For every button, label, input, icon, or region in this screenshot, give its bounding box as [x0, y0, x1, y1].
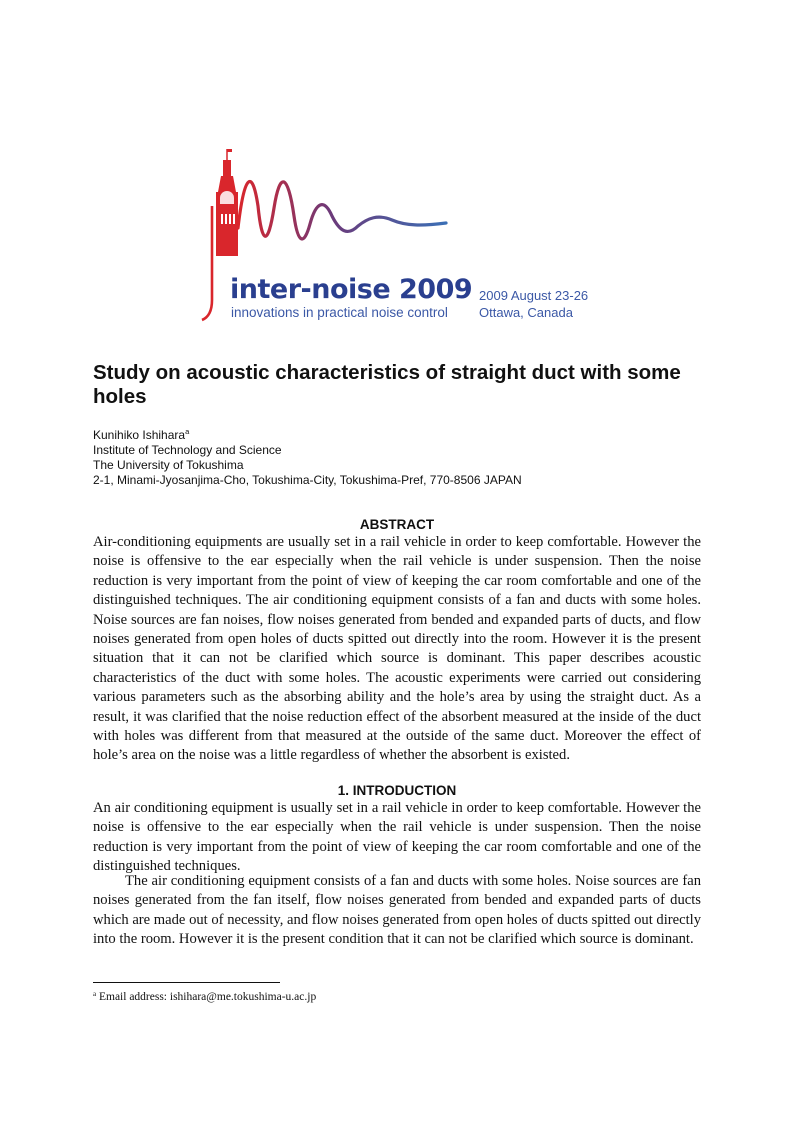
- introduction-paragraph-1: An air conditioning equipment is usually set in a rail vehicle in order to keep comfortable. However the noise is offensive to the ear especially when the rail vehicle is under suspension. Then the noise reduction is very important from the point of view of keeping the car room comfortable and one of the distinguished techniques.: [93, 800, 701, 875]
- abstract-heading: ABSTRACT: [359, 517, 435, 532]
- author-line: [93, 428, 703, 443]
- affiliation-university: The University of Tokushima: [93, 458, 244, 472]
- affiliation-institute: Institute of Technology and Science: [93, 443, 282, 457]
- conference-name: inter-noise 2009: [230, 274, 473, 305]
- introduction-paragraph-2: The air conditioning equipment consists of a fan and ducts with some holes. Noise sources are fan noises generated from the fan itself, flow noises generated from bended and expanded parts of ducts which are made out of necessity, and flow noises generated from open holes of ducts spitted out directly into the room. However it is the present condition that it can not be clarified which source is dominant.: [93, 873, 701, 948]
- footnote-email: Email address: ishihara@me.tokushima-u.ac.jp: [98, 991, 317, 1003]
- paper-title: Study on acoustic characteristics of straight duct with some holes: [93, 361, 681, 408]
- conference-location: Ottawa, Canada: [479, 305, 573, 320]
- footnote-marker: a: [93, 990, 97, 998]
- abstract-text: Air-conditioning equipments are usually set in a rail vehicle in order to keep comfortable. However the noise is offensive to the ear especially when the rail vehicle is under suspension. Then the noise reduction is very important from the point of view of keeping the car room comfortable and one of the distinguished techniques. The air conditioning equipment consists of a fan and ducts with some holes. Noise sources are fan noises, flow noises generated from bended and expanded parts of ducts, and flow noises generated from open holes of ducts spitted out directly into the room. However it is the present situation that it can not be clarified which source is dominant. This paper describes acoustic characteristics of the duct with some holes. The acoustic experiments were carried out considering various parameters such as the absorbing ability and the hole’s area by using the straight duct. As a result, it was clarified that the noise reduction effect of the absorbent measured at the inside of the duct with holes was different from that measured at the outside of the same duct. Moreover the effect of hole’s area on the noise was a little regardless of whether the absorbent is existed.: [93, 534, 701, 764]
- conference-banner: [196, 146, 616, 322]
- author-footnote-marker: a: [185, 427, 190, 436]
- affiliation-address: 2-1, Minami-Jyosanjima-Cho, Tokushima-City, Tokushima-Pref, 770-8506 JAPAN: [93, 473, 522, 487]
- author-block: [93, 428, 703, 488]
- author-name: Kunihiko Ishihara: [93, 428, 186, 442]
- footnote-divider: [93, 982, 280, 983]
- conference-tagline: innovations in practical noise control: [231, 305, 448, 320]
- conference-date: 2009 August 23-26: [479, 288, 589, 303]
- introduction-heading: 1. INTRODUCTION: [337, 783, 457, 798]
- footnote: [93, 990, 316, 1004]
